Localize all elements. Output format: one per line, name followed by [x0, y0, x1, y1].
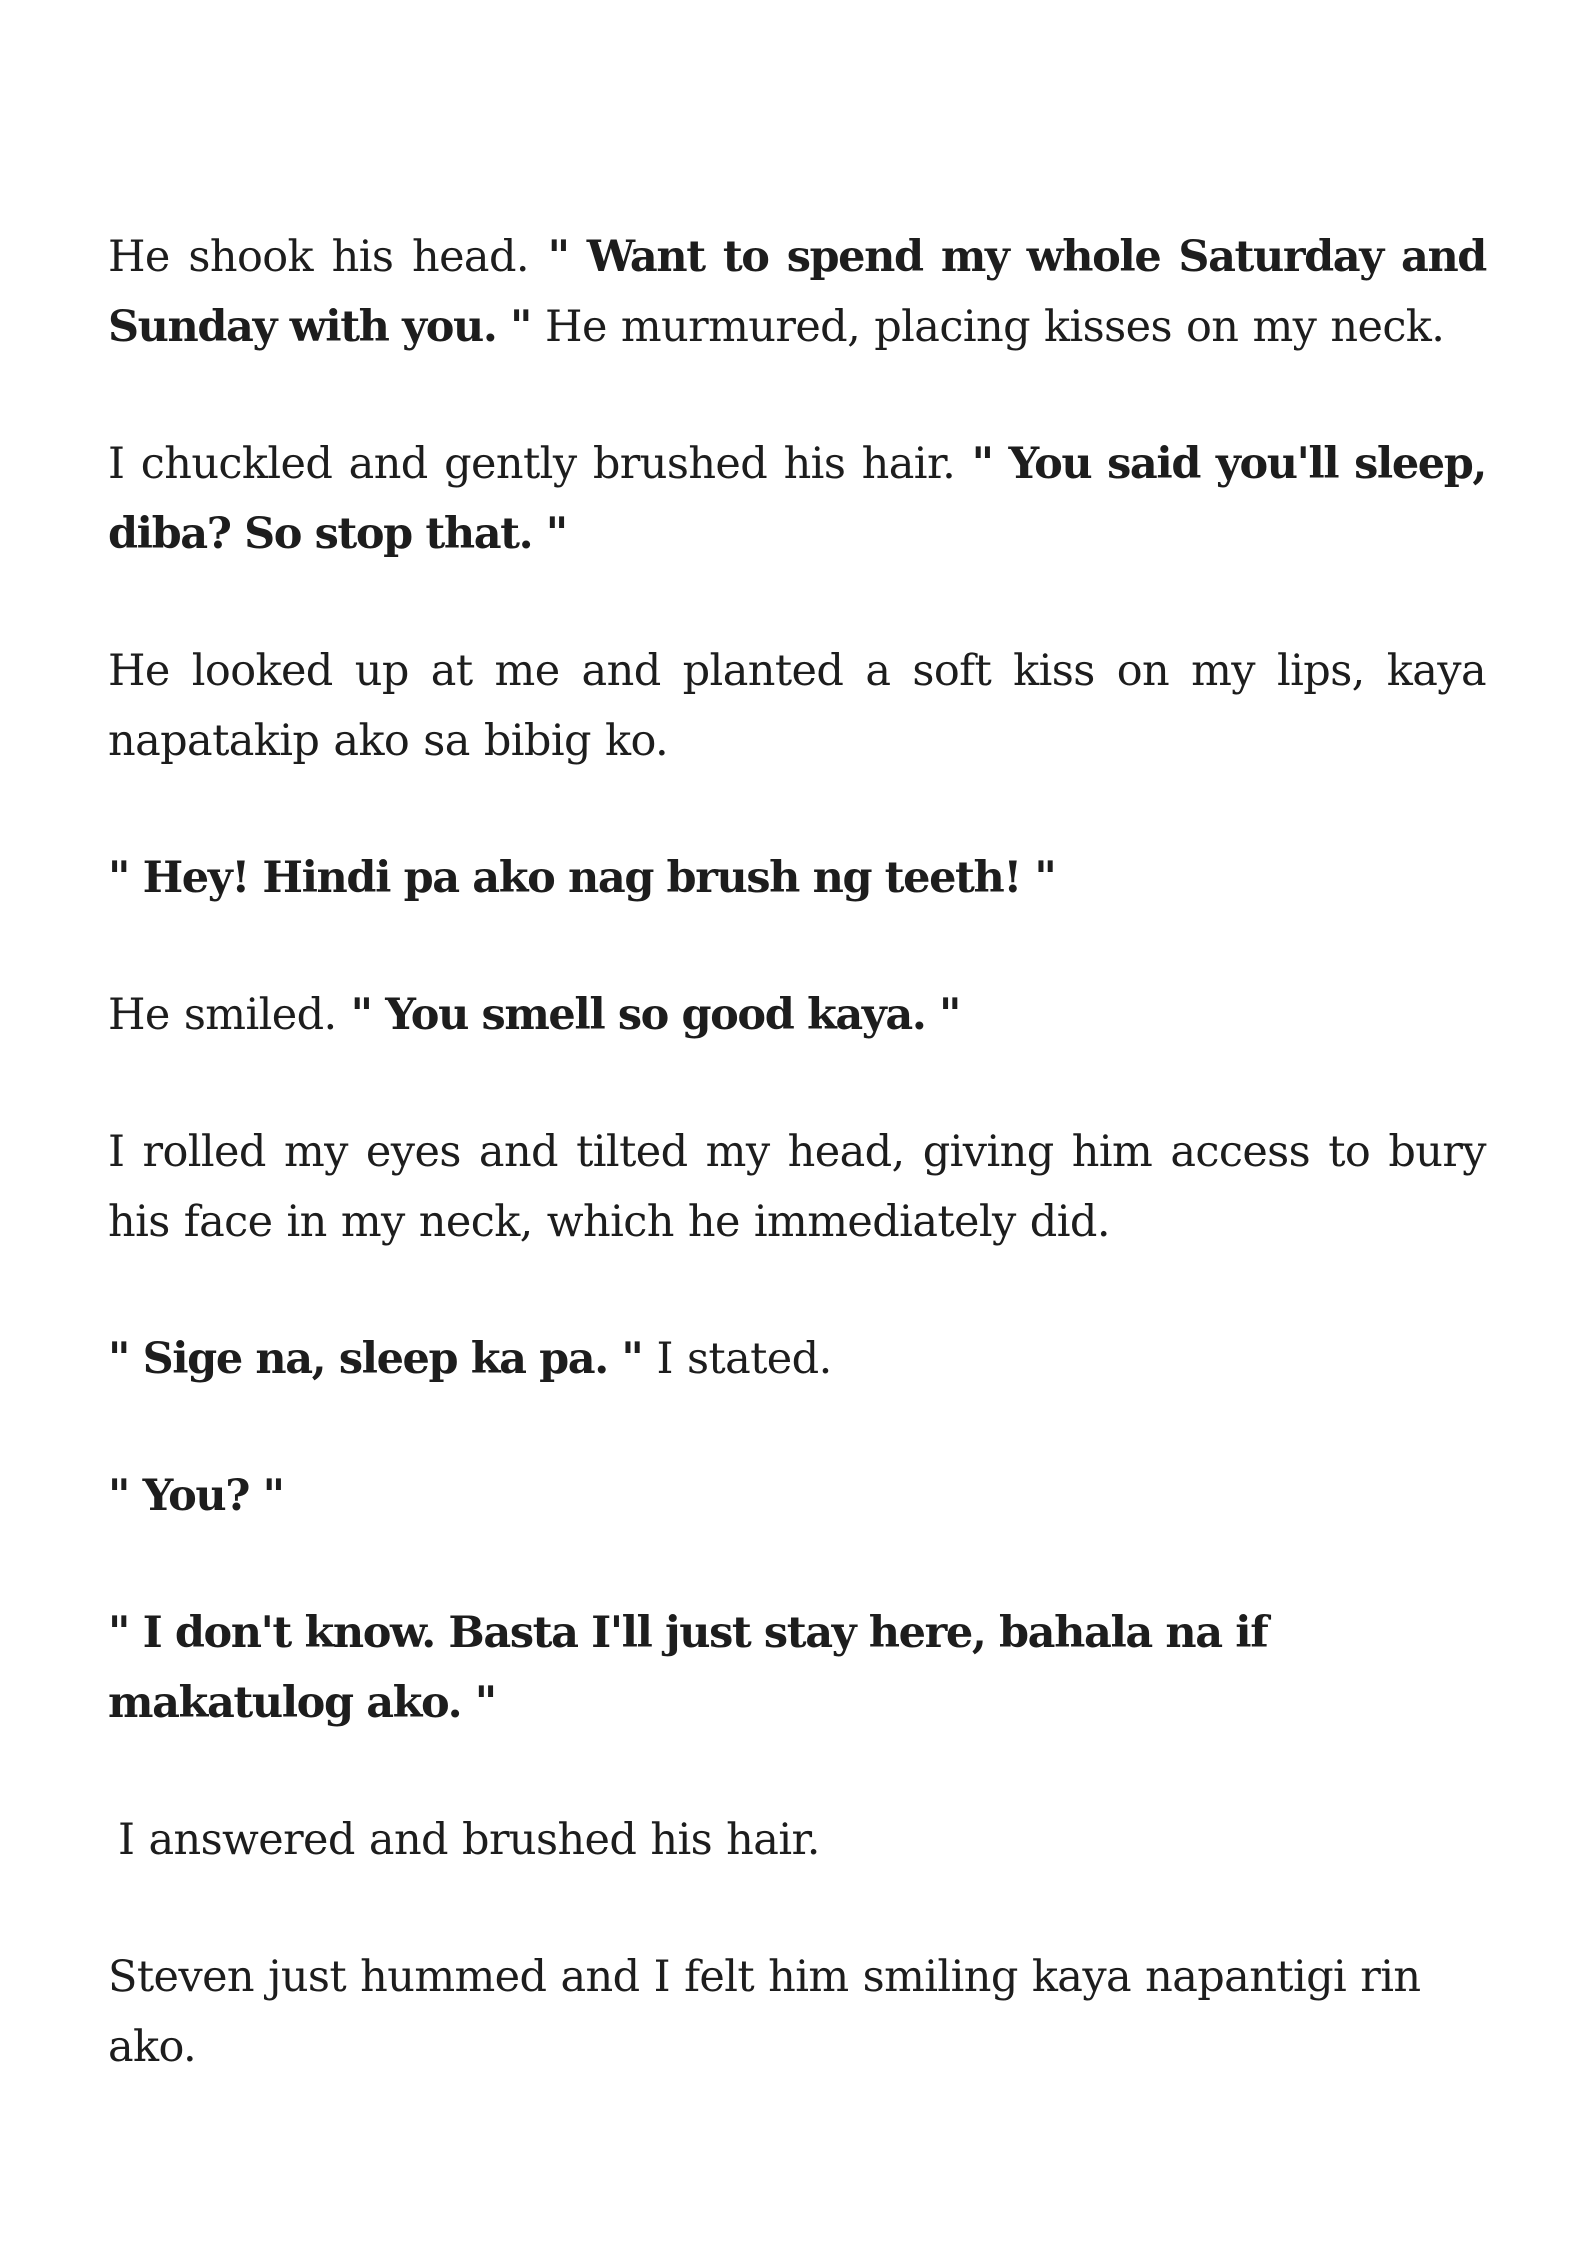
paragraph-8	[108, 1461, 1486, 1531]
narration-text: He murmured, placing kisses on my neck.	[530, 302, 1445, 352]
dialogue-text: " Want to spend my whole Saturday and Sunday with you. "	[108, 232, 1486, 352]
paragraph-1	[108, 222, 1486, 362]
narration-text: I stated.	[642, 1334, 832, 1384]
paragraph-9	[108, 1598, 1486, 1738]
dialogue-text: " I don't know. Basta I'll just stay here, bahala na if makatulog ako. "	[108, 1608, 1268, 1728]
paragraph-10	[108, 1805, 1486, 1875]
paragraph-3	[108, 636, 1486, 776]
narration-text: He smiled.	[108, 990, 351, 1040]
narration-text: Steven just hummed and I felt him smiling kaya napantigi rin ako.	[108, 1952, 1421, 2072]
dialogue-text: " You said you'll sleep, diba? So stop that. "	[108, 439, 1487, 559]
paragraph-6	[108, 1117, 1486, 1257]
narration-text: He shook his head.	[108, 232, 548, 282]
paragraph-4	[108, 843, 1486, 913]
story-text	[108, 222, 1486, 2082]
dialogue-text: " Hey! Hindi pa ako nag brush ng teeth! "	[108, 853, 1056, 903]
narration-text: I answered and brushed his hair.	[118, 1815, 820, 1865]
narration-text: I chuckled and gently brushed his hair.	[108, 439, 972, 489]
dialogue-text: " You? "	[108, 1471, 284, 1521]
narration-text: He looked up at me and planted a soft kiss on my lips, kaya napatakip ako sa bibig ko.	[108, 646, 1486, 766]
paragraph-7	[108, 1324, 1486, 1394]
paragraph-5	[108, 980, 1486, 1050]
dialogue-text: " Sige na, sleep ka pa. "	[108, 1334, 643, 1384]
paragraph-11	[108, 1942, 1486, 2082]
paragraph-2	[108, 429, 1486, 569]
dialogue-text: " You smell so good kaya. "	[350, 990, 960, 1040]
narration-text: I rolled my eyes and tilted my head, giving him access to bury his face in my neck, which he immediately did.	[108, 1127, 1486, 1247]
